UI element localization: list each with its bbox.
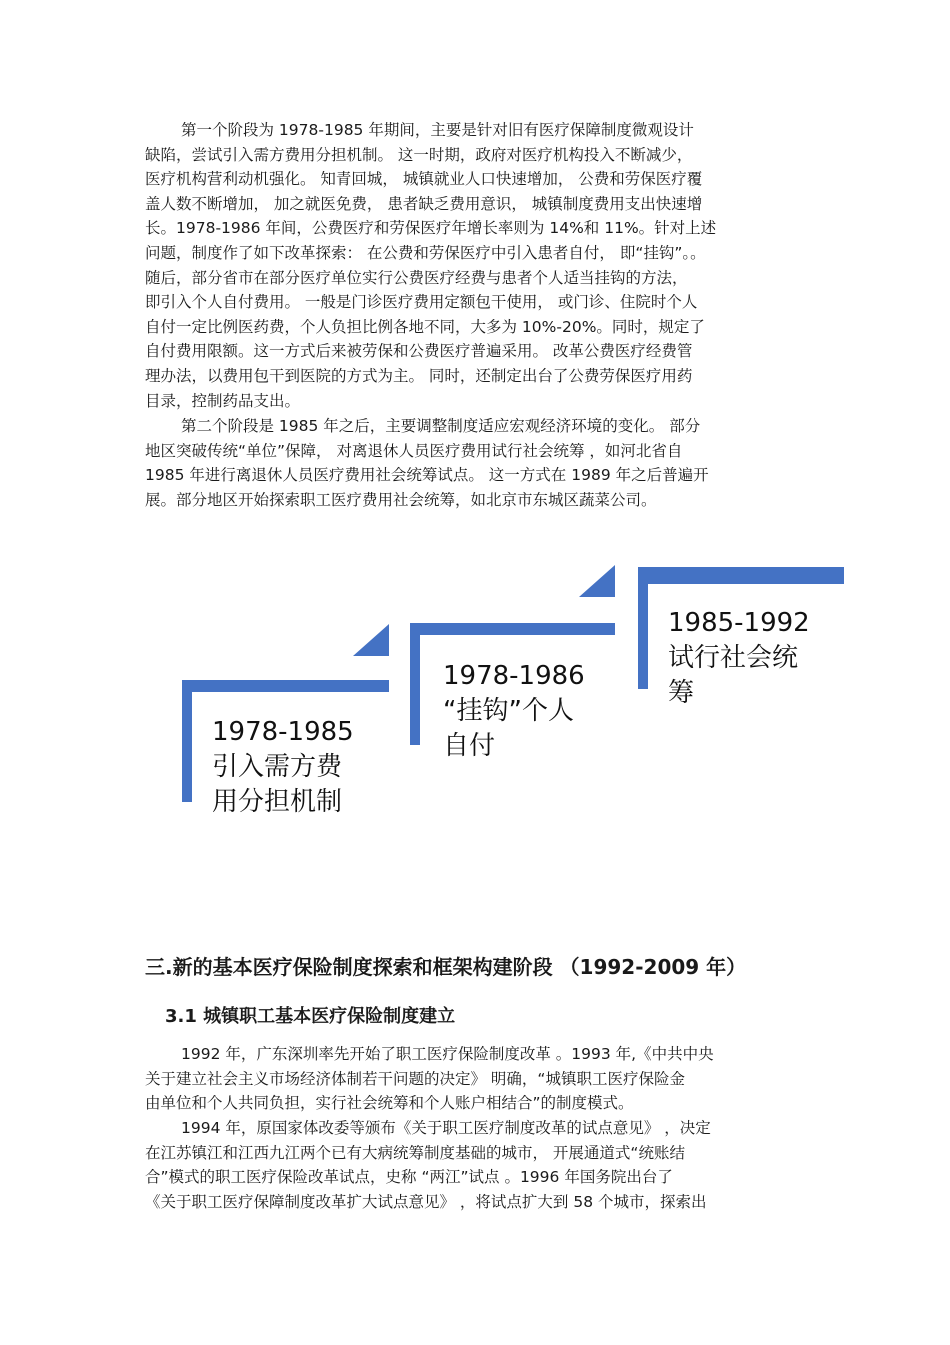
paragraph-stage-one: [145, 118, 810, 413]
stage-description: 用分担机制: [212, 787, 343, 817]
paragraph-line: 《关于职工医疗保障制度改革扩大试点意见》 ，将试点扩大到 58 个城市，探索出: [145, 1192, 707, 1211]
paragraph-line: 由单位和个人共同负担，实行社会统筹和个人账户相结合”的制度模式。: [145, 1094, 634, 1113]
paragraph-line: 在江苏镇江和江西九江两个已有大病统筹制度基础的城市， 开展通道式“统账结: [145, 1143, 685, 1162]
paragraph-line: 盖人数不断增加， 加之就医免费， 患者缺乏费用意识， 城镇制度费用支出快速增: [145, 194, 703, 213]
stage-label-3: [668, 606, 810, 711]
paragraph-line: 目录，控制药品支出。: [145, 391, 301, 410]
stage-years: 1985-1992: [668, 608, 810, 638]
paragraph-line: 1992 年，广东深圳率先开始了职工医疗保险制度改革 。1993 年,《中共中央: [181, 1045, 714, 1063]
paragraph-line: 第二个阶段是 1985 年之后，主要调整制度适应宏观经济环境的变化。 部分: [181, 417, 701, 435]
stage-description: “挂钩”个人: [443, 696, 574, 726]
paragraph-line: 关于建立社会主义市场经济体制若干问题的决定》 明确，“城镇职工医疗保险金: [145, 1069, 685, 1088]
paragraph-line: 自付一定比例医药费，个人负担比例各地不同，大多为 10%-20%。同时，规定了: [145, 317, 705, 336]
paragraph-line: 随后，部分省市在部分医疗单位实行公费医疗经费与患者个人适当挂钩的方法，: [145, 268, 688, 287]
subsection-heading: 3.1 城镇职工基本医疗保险制度建立: [165, 1006, 456, 1027]
stages-diagram: [0, 555, 950, 835]
paragraph-line: 地区突破传统“单位”保障， 对离退休人员医疗费用试行社会统筹 ，如河北省自: [145, 441, 683, 460]
stage-description: 引入需方费: [212, 752, 343, 782]
paragraph-line: 长。1978-1986 年间，公费医疗和劳保医疗年增长率则为 14%和 11%。针对上述: [145, 219, 717, 238]
paragraph-line: 第一个阶段为 1978-1985 年期间，主要是针对旧有医疗保障制度微观设计: [181, 121, 694, 139]
paragraph-line: 问题，制度作了如下改革探索： 在公费和劳保医疗中引入患者自付， 即“挂钩”。。: [145, 243, 706, 262]
paragraph-line: 缺陷，尝试引入需方费用分担机制。 这一时期，政府对医疗机构投入不断减少，: [145, 145, 693, 164]
stage-description: 自付: [443, 731, 496, 761]
stage-years: 1978-1985: [212, 717, 354, 747]
paragraph-line: 1985 年进行离退休人员医疗费用社会统筹试点。 这一方式在 1989 年之后普遍开: [145, 466, 709, 485]
paragraph-stage-two: [145, 414, 810, 512]
paragraph-1992: [145, 1042, 810, 1116]
paragraph-line: 医疗机构营利动机强化。 知青回城， 城镇就业人口快速增加， 公费和劳保医疗覆: [145, 170, 703, 189]
paragraph-line: 理办法，以费用包干到医院的方式为主。 同时，还制定出台了公费劳保医疗用药: [145, 366, 693, 385]
section-heading: 三.新的基本医疗保险制度探索和框架构建阶段 （1992-2009 年）: [145, 955, 747, 979]
paragraph-line: 1994 年，原国家体改委等颁布《关于职工医疗制度改革的试点意见》 ，决定: [181, 1119, 711, 1137]
stage-label-1: [212, 715, 354, 820]
paragraph-line: 自付费用限额。这一方式后来被劳保和公费医疗普遍采用。 改革公费医疗经费管: [145, 342, 693, 361]
stage-description: 筹: [668, 678, 695, 708]
paragraph-line: 展。部分地区开始探索职工医疗费用社会统筹，如北京市东城区蔬菜公司。: [145, 490, 657, 509]
stage-description: 试行社会统: [668, 643, 799, 673]
stage-label-2: [443, 659, 585, 764]
paragraph-line: 即引入个人自付费用。 一般是门诊医疗费用定额包干使用， 或门诊、住院时个人: [145, 293, 698, 312]
paragraph-1994: [145, 1116, 810, 1214]
stage-years: 1978-1986: [443, 661, 585, 691]
paragraph-line: 合”模式的职工医疗保险改革试点，史称 “两江”试点 。1996 年国务院出台了: [145, 1168, 673, 1187]
